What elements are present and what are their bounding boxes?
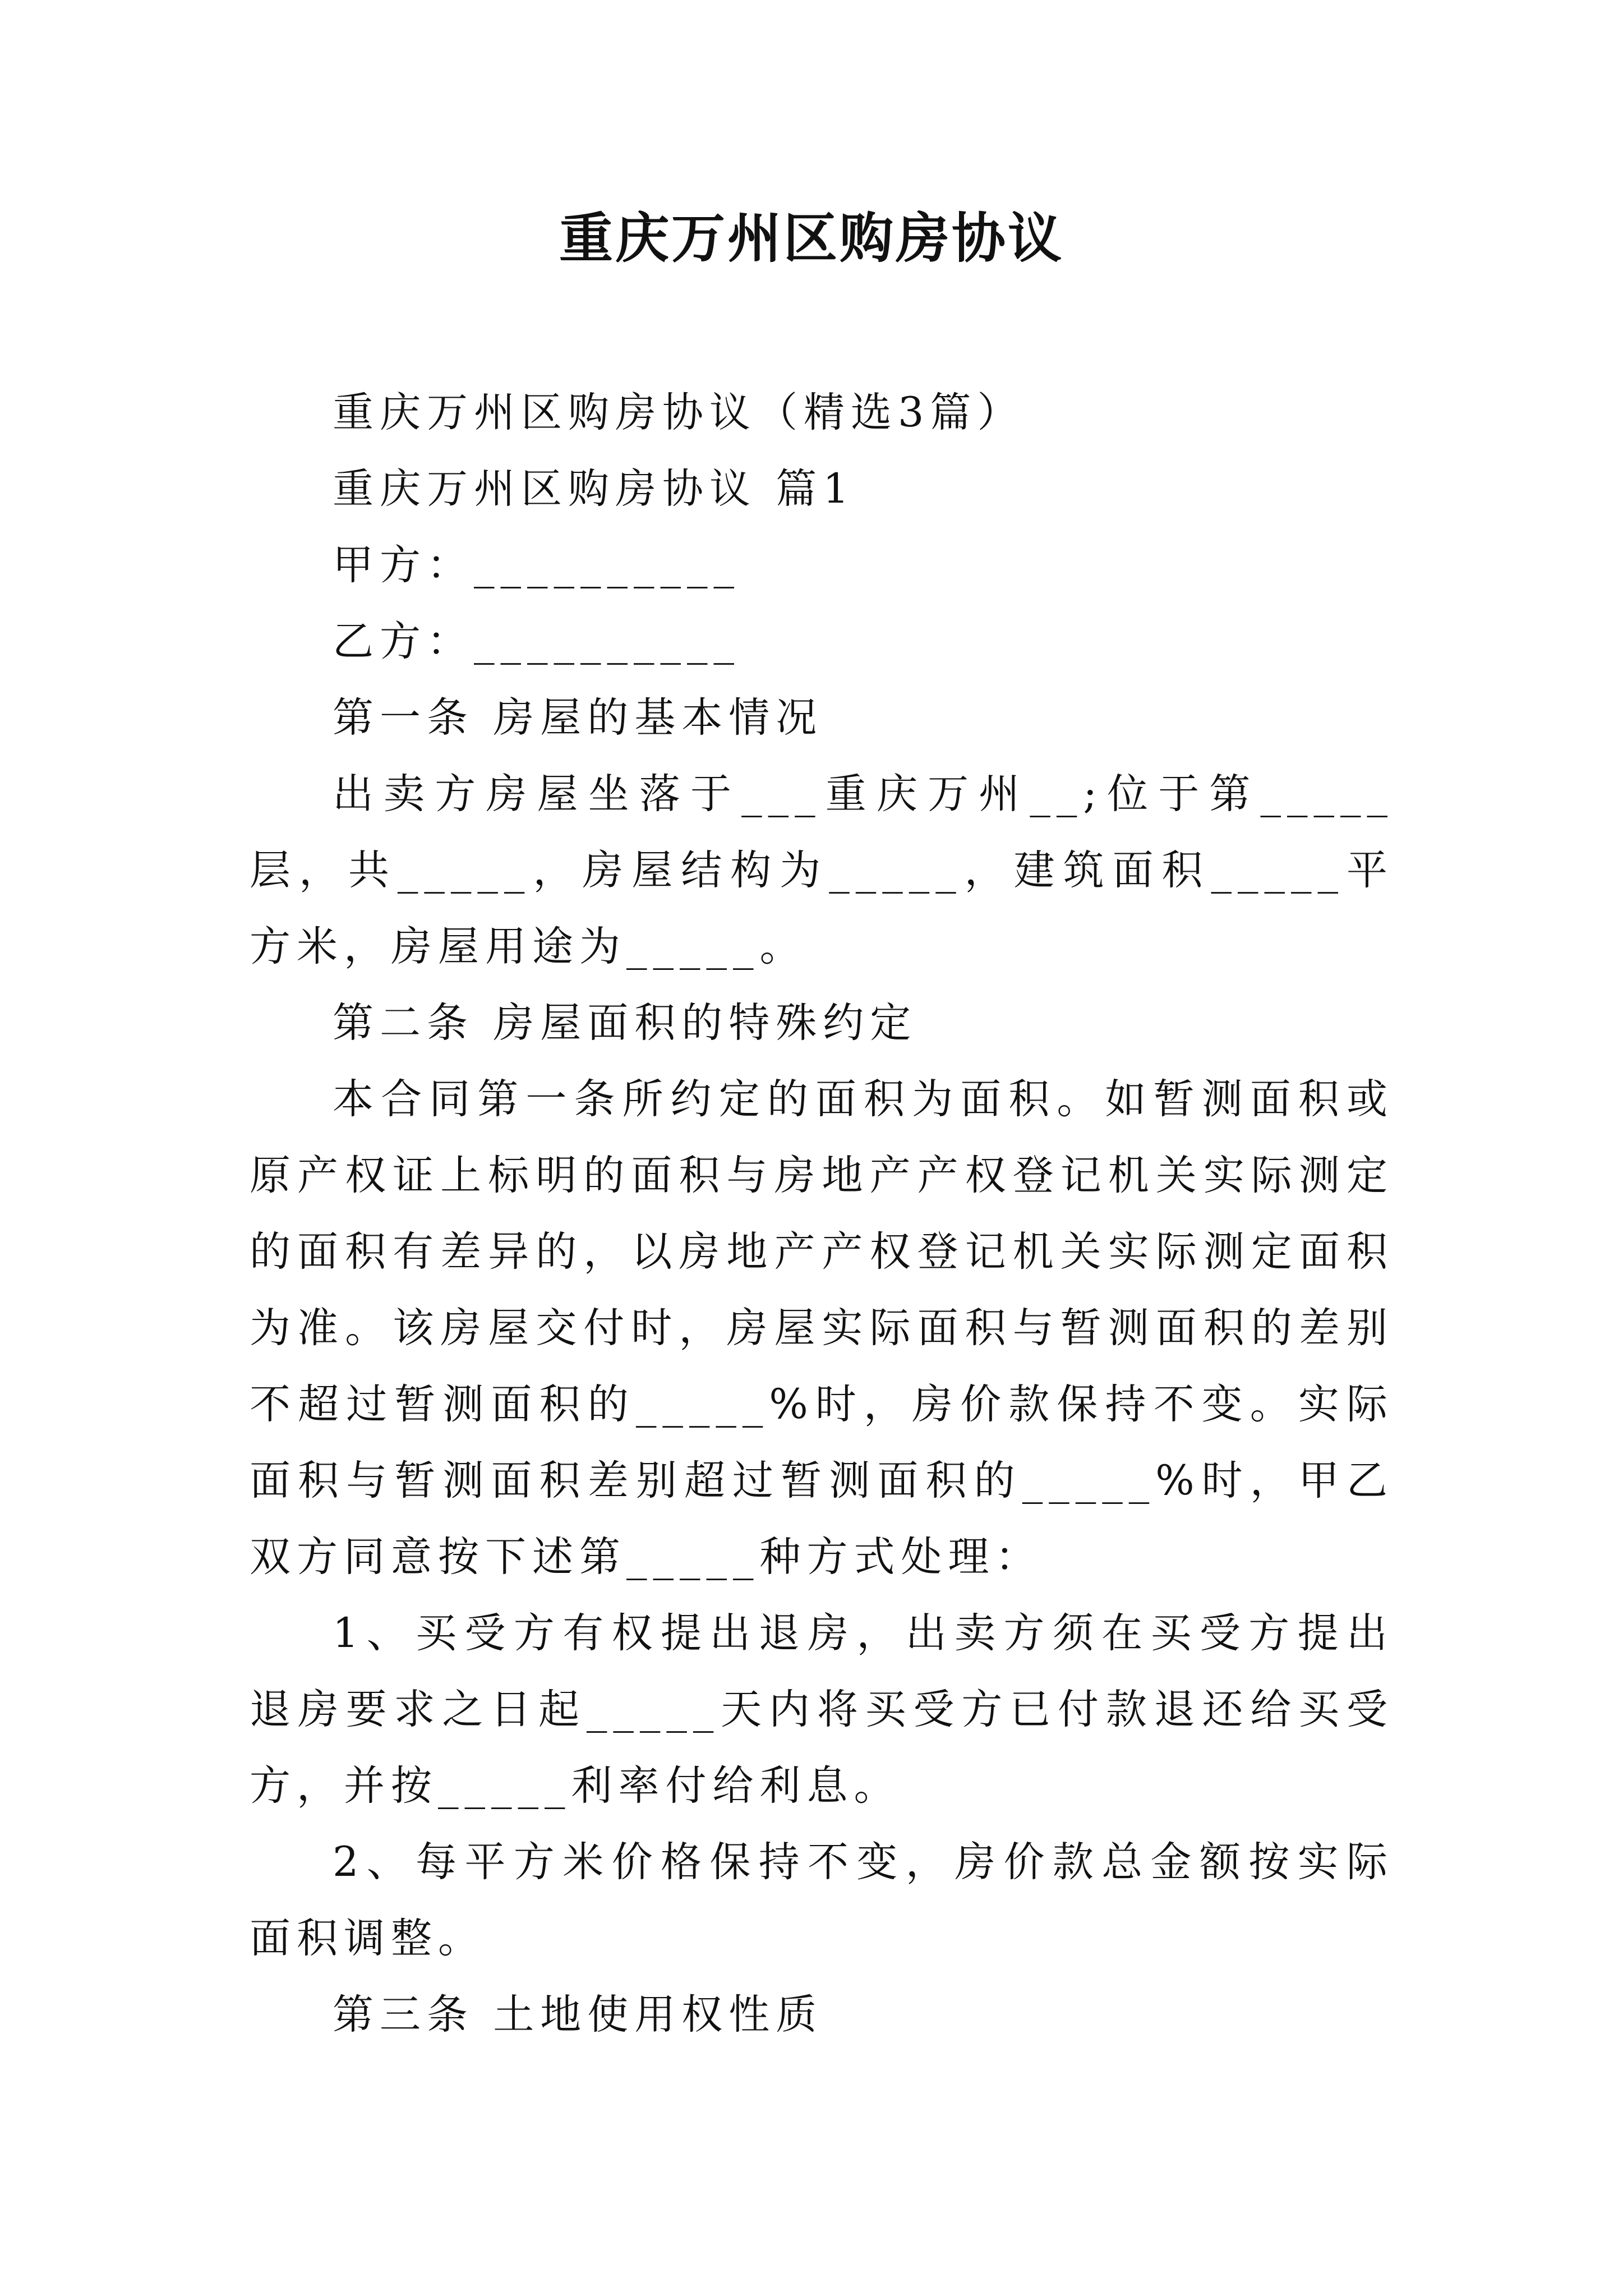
article-2-option-1: 1、买受方有权提出退房，出卖方须在买受方提出退房要求之日起_____天内将买受方已付款退还给买受方，并按_____利率付给利息。 <box>250 1609 1394 1810</box>
document-body <box>250 375 1394 2053</box>
article-2-body: 本合同第一条所约定的面积为面积。如暂测面积或原产权证上标明的面积与房地产产权登记机关实际测定的面积有差异的，以房地产产权登记机关实际测定面积为准。该房屋交付时，房屋实际面积与暂测面积的差别不超过暂测面积的_____%时，房价款保持不变。实际面积与暂测面积差别超过暂测面积的_____%时，甲乙双方同意按下述第_____种方式处理： <box>250 1075 1394 1581</box>
section-heading-part-1: 重庆万州区购房协议 篇1 <box>333 465 855 513</box>
subtitle-paragraph: 重庆万州区购房协议（精选3篇） <box>333 389 1025 436</box>
document-title: 重庆万州区购房协议 <box>559 206 1064 270</box>
party-b-line: 乙方：__________ <box>333 618 740 665</box>
article-2-heading: 第二条 房屋面积的特殊约定 <box>333 999 917 1047</box>
party-a-line: 甲方：__________ <box>333 541 740 589</box>
article-1-heading: 第一条 房屋的基本情况 <box>333 694 823 742</box>
article-3-heading: 第三条 土地使用权性质 <box>333 1991 823 2039</box>
article-2-option-2: 2、每平方米价格保持不变，房价款总金额按实际面积调整。 <box>250 1838 1394 1962</box>
article-1-body: 出卖方房屋坐落于___重庆万州__;位于第_____层，共_____，房屋结构为_____，建筑面积_____平方米，房屋用途为_____。 <box>250 770 1394 970</box>
